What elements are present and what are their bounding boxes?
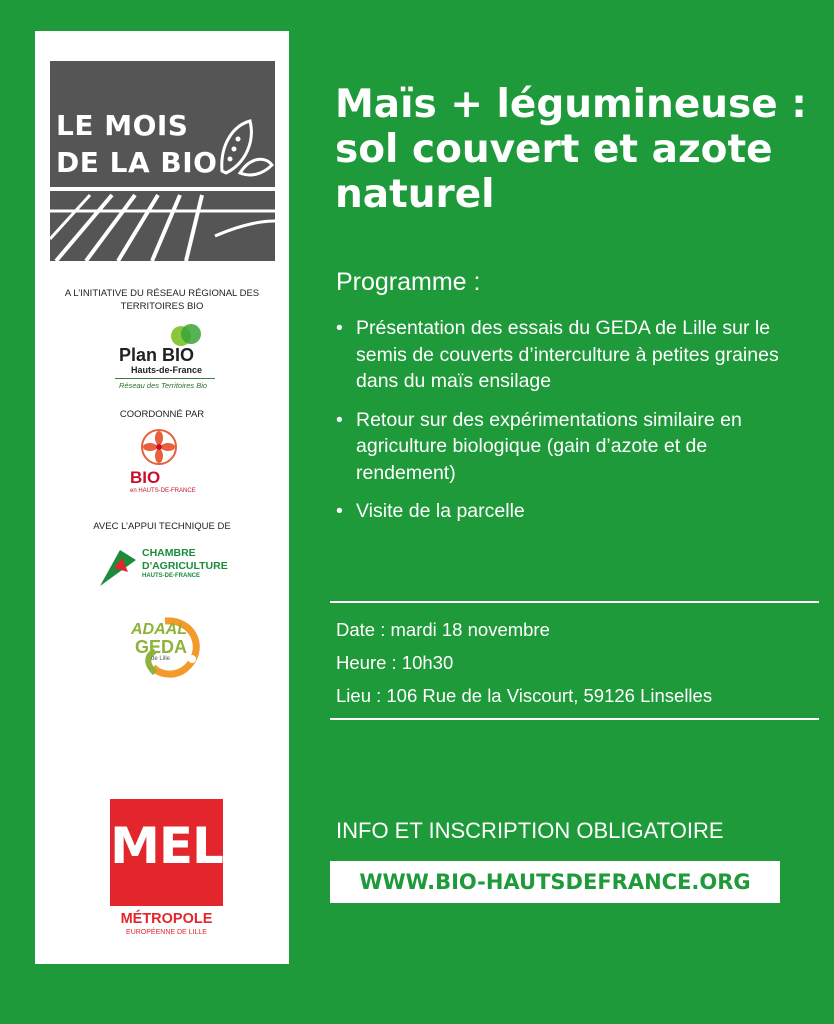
- mel-metropole-text: MÉTROPOLE: [120, 911, 213, 927]
- top-divider: [330, 601, 819, 603]
- chambre-agriculture-icon: [98, 546, 138, 586]
- programme-list: [336, 315, 796, 537]
- plan-bio-divider: [115, 378, 215, 379]
- programme-item: • Retour sur des expérimentations similaire en agriculture biologique (gain d’azote et de rendement): [336, 407, 796, 487]
- geda-text: GEDA: [135, 637, 188, 657]
- mois-de-la-bio-logo: [50, 61, 275, 261]
- initiative-text: A L’INITIATIVE DU RÉSEAU RÉGIONAL DES TERRITOIRES BIO: [64, 288, 260, 312]
- bio-logo-subtitle: en HAUTS-DE-FRANCE: [130, 488, 196, 494]
- plan-bio-subtitle: Hauts-de-France: [131, 365, 203, 375]
- plan-bio-title: Plan BIO: [119, 345, 195, 365]
- programme-item: • Présentation des essais du GEDA de Lille sur le semis de couverts d’interculture à petites graines dans du maïs ensilage: [336, 315, 796, 395]
- partner-sidebar: [35, 31, 289, 964]
- coordinated-by-label: COORDONNÉ PAR: [119, 409, 205, 420]
- mel-europeenne-text: EUROPÉENNE DE LILLE: [126, 929, 207, 936]
- chambre-line1: CHAMBRE: [142, 547, 196, 559]
- bio-flower-icon: [139, 427, 179, 467]
- website-banner: [330, 861, 780, 903]
- website-link[interactable]: WWW.BIO-HAUTSDEFRANCE.ORG: [359, 870, 751, 894]
- programme-heading: Programme :: [336, 268, 481, 296]
- event-time: Heure : 10h30: [336, 652, 454, 673]
- geda-subtitle: de Lille: [151, 656, 171, 662]
- inscription-notice: INFO ET INSCRIPTION OBLIGATOIRE: [336, 818, 724, 843]
- mel-logo-text: MEL: [110, 817, 223, 875]
- chambre-line3: HAUTS-DE-FRANCE: [142, 573, 200, 579]
- chambre-line2: D'AGRICULTURE: [142, 560, 228, 572]
- event-title: Maïs + légumineuse : sol couvert et azote naturel: [335, 82, 807, 217]
- event-date: Date : mardi 18 novembre: [336, 619, 550, 640]
- programme-item: • Visite de la parcelle: [336, 498, 796, 525]
- mel-logo: [110, 799, 223, 906]
- technical-support-label: AVEC L’APPUI TECHNIQUE DE: [93, 521, 231, 532]
- adaal-text: ADAAL: [131, 621, 187, 638]
- logo-text-line1: LE MOIS: [56, 109, 189, 142]
- bio-logo-text: BIO: [130, 468, 161, 487]
- bottom-divider: [330, 718, 819, 720]
- event-place: Lieu : 106 Rue de la Viscourt, 59126 Linselles: [336, 685, 713, 706]
- plan-bio-network: Réseau des Territoires Bio: [119, 381, 208, 390]
- logo-text-line2: DE LA BIO: [56, 146, 218, 179]
